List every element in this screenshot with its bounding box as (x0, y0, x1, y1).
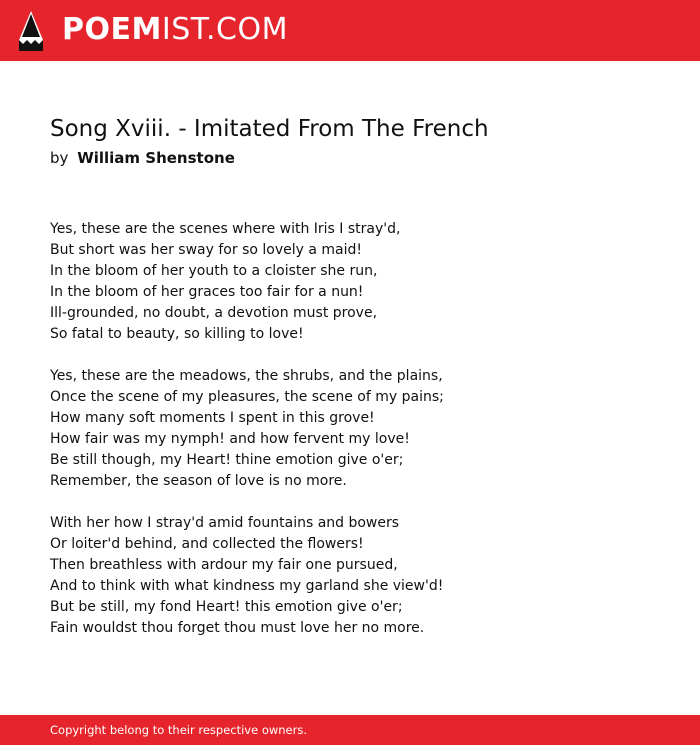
poem-line: How many soft moments I spent in this grove! (50, 410, 375, 426)
poem-line: In the bloom of her graces too fair for a nun! (50, 284, 364, 300)
poem-line: But be still, my fond Heart! this emotion give o'er; (50, 599, 403, 615)
author-name[interactable]: William Shenstone (77, 149, 235, 167)
site-footer (0, 715, 700, 745)
poem-line: Or loiter'd behind, and collected the flowers! (50, 536, 364, 552)
poem-line: But short was her sway for so lovely a maid! (50, 242, 362, 258)
pencil-tip-icon[interactable] (18, 10, 44, 52)
byline (50, 149, 235, 167)
stanza (50, 366, 650, 492)
poem-line: How fair was my nymph! and how fervent my love! (50, 431, 410, 447)
poem-line: Yes, these are the scenes where with Iris I stray'd, (50, 221, 401, 237)
poem-line: With her how I stray'd amid fountains and bowers (50, 515, 400, 531)
stanza (50, 219, 650, 345)
poem-line: Then breathless with ardour my fair one pursued, (50, 557, 398, 573)
poem-line: Yes, these are the meadows, the shrubs, and the plains, (50, 368, 443, 384)
copyright-text: Copyright belong to their respective owners. (50, 723, 308, 737)
brand-bold: POEM (62, 12, 162, 47)
poem-line: Remember, the season of love is no more. (50, 473, 347, 489)
poem-line: In the bloom of her youth to a cloister she run, (50, 263, 378, 279)
poem-line: So fatal to beauty, so killing to love! (50, 326, 304, 342)
poem-line: Be still though, my Heart! thine emotion give o'er; (50, 452, 404, 468)
poem-title: Song Xviii. - Imitated From The French (50, 116, 489, 142)
poem-line: Ill-grounded, no doubt, a devotion must prove, (50, 305, 378, 321)
poem-line: Fain wouldst thou forget thou must love her no more. (50, 620, 425, 636)
stanza (50, 513, 650, 639)
site-logo-text[interactable] (62, 12, 288, 48)
by-label: by (50, 149, 69, 167)
poem-body (50, 219, 650, 660)
brand-light: IST.COM (161, 12, 288, 47)
poem-line: And to think with what kindness my garland she view'd! (50, 578, 444, 594)
poem-line: Once the scene of my pleasures, the scene of my pains; (50, 389, 444, 405)
site-header (0, 0, 700, 61)
